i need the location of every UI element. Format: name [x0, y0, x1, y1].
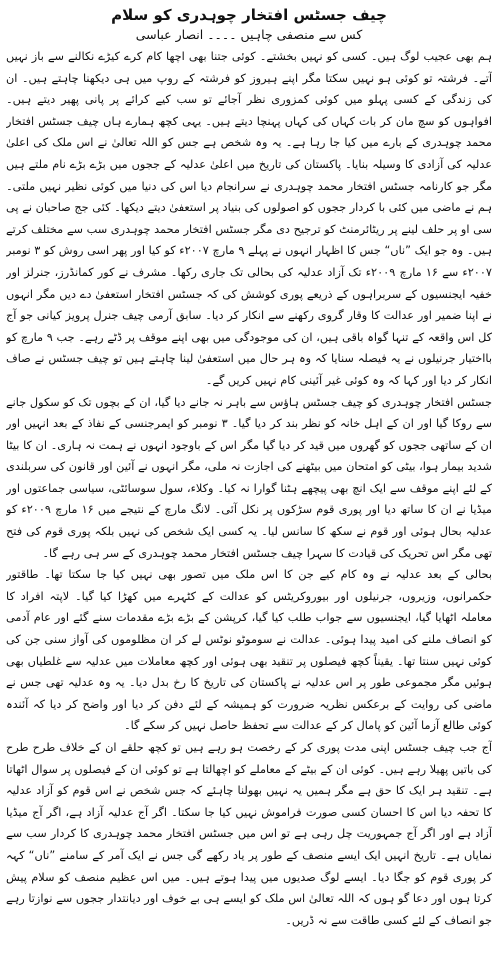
- article-paragraph: ہم بھی عجیب لوگ ہیں۔ کسی کو نہیں بخشتے۔ کوئی جتنا بھی اچھا کام کرے کیڑے نکالنے سے باز نہیں آتے۔ فرشتہ تو کوئی ہو نہیں سکتا مگر اپنے ہیروز کو فرشتہ کے روپ میں ہی دیکھنا چاہتے ہیں۔ ان کی زندگی کے کسی پہلو میں کوئی کمزوری نظر آجائے تو سب کیے کرائے پر پانی پھیر دیتے ہیں۔ افواہوں کو سچ مان کر بات کہاں کی کہاں پہنچا دیتے ہیں۔ یہی کچھ ہمارے ہاں چیف جسٹس افتخار محمد چوہدری کے بارے میں کیا جا رہا ہے۔ یہ وہ شخص ہے جس کو اللہ تعالیٰ نے اس ملک کی اعلیٰ عدلیہ کی آزادی کا وسیلہ بنایا۔ پاکستان کی تاریخ میں اعلیٰ عدلیہ کے ججوں میں بڑے بڑے نام ملتے ہیں مگر جو کارنامہ جسٹس افتخار محمد چوہدری نے سرانجام دیا اس کی دنیا میں کوئی نظیر نہیں ملتی۔ ہم نے ماضی میں کئی با کردار ججوں کو اصولوں کی بنیاد پر استعفیٰ دیتے دیکھا۔ کئی جج صاحبان نے پی سی او پر حلف لینے پر ریٹائرمنٹ کو ترجیح دی مگر جسٹس افتخار محمد چوہدری سب سے مختلف کرتے ہیں۔ وہ جو ایک ”ناں“ جس کا اظہار انہوں نے پہلے ۹ مارچ ۲۰۰۷ء کو کیا اور پھر اسی روش کو ۳ نومبر ۲۰۰۷ء سے ۱۶ مارچ ۲۰۰۹ء تک آزاد عدلیہ کی بحالی تک جاری رکھا۔ مشرف نے کور کمانڈرز، جنرلز اور خفیہ ایجنسیوں کے سربراہوں کے ذریعے پوری کوشش کی کہ جسٹس افتخار استعفیٰ دے دیں مگر انہوں نے اپنا ضمیر اور عدالت کا وقار گروی رکھنے سے انکار کر دیا۔ سابق آرمی چیف جنرل پرویز کیانی جو آج کل اس واقعہ کے تنہا گواہ باقی ہیں، ان کی موجودگی میں بھی اپنے موقف پر ڈٹے رہے۔ جب ۹ مارچ کو بااختیار جرنیلوں نے یہ فیصلہ سنایا کہ وہ ہر حال میں استعفیٰ لینا چاہتے ہیں تو چیف جسٹس نے صاف انکار کر دیا اور کہا کہ وہ کوئی غیر آئینی کام نہیں کریں گے۔: [6, 50, 492, 387]
- article-body: [6, 46, 492, 964]
- byline: کس سے منصفی چاہیں ۔۔۔۔ انصار عباسی: [135, 27, 363, 42]
- headline: چیف جسٹس افتخار چوہدری کو سلام: [111, 6, 387, 24]
- article-paragraph: جسٹس افتخار چوہدری کو چیف جسٹس ہاؤس سے باہر نہ جانے دیا گیا، ان کے بچوں تک کو سکول جانے سے روکا گیا اور ان کے اہل خانہ کو نظر بند کر دیا گیا۔ ۳ نومبر کو ایمرجنسی کے نفاذ کے بعد انہیں اور ان کے ساتھی ججوں کو گھروں میں قید کر دیا گیا مگر اس کے باوجود انہوں نے ہمت نہ ہاری۔ ان کا بیٹا شدید بیمار ہوا، بیٹی کو امتحان میں بیٹھنے کی اجازت نہ ملی، مگر انہوں نے آئین اور قانون کی سربلندی کے لئے اپنے موقف سے ایک انچ بھی پیچھے ہٹنا گوارا نہ کیا۔ وکلاء، سول سوسائٹی، سیاسی جماعتوں اور میڈیا نے ان کا ساتھ دیا اور پوری قوم سڑکوں پر نکل آئی۔ لانگ مارچ کے نتیجے میں ۱۶ مارچ ۲۰۰۹ء کو عدلیہ بحال ہوئی اور قوم نے سکھ کا سانس لیا۔ یہ کسی ایک شخص کی نہیں بلکہ پوری قوم کی فتح تھی مگر اس تحریک کی قیادت کا سہرا چیف جسٹس افتخار محمد چوہدری کے سر ہی رہے گا۔: [6, 395, 492, 560]
- article-paragraph: بحالی کے بعد عدلیہ نے وہ کام کیے جن کا اس ملک میں تصور بھی نہیں کیا جا سکتا تھا۔ طاقتور حکمرانوں، وزیروں، جرنیلوں اور بیوروکریٹس کو عدالت کے کٹہرے میں کھڑا کیا گیا۔ لاپتہ افراد کا معاملہ اٹھایا گیا، ایجنسیوں سے جواب طلب کیا گیا، کرپشن کے بڑے بڑے مقدمات سنے گئے اور عام آدمی کو انصاف ملنے کی امید پیدا ہوئی۔ عدالت نے سوموٹو نوٹس لے کر ان مظلوموں کی آواز سنی جن کی کوئی نہیں سنتا تھا۔ یقیناً کچھ فیصلوں پر تنقید بھی ہوئی اور کچھ معاملات میں عدلیہ سے غلطیاں بھی ہوئیں مگر مجموعی طور پر اس عدلیہ نے پاکستان کی تاریخ کا رخ بدل دیا۔ یہ وہ عدلیہ تھی جس نے ماضی کی روایت کے برعکس نظریہ ضرورت کو ہمیشہ کے لئے دفن کر دیا اور واضح کر دیا کہ آئندہ کوئی طالع آزما آئین کو پامال کر کے عدالت سے تحفظ حاصل نہیں کر سکے گا۔: [6, 568, 492, 733]
- article-paragraph: آج جب چیف جسٹس اپنی مدت پوری کر کے رخصت ہو رہے ہیں تو کچھ حلقے ان کے خلاف طرح طرح کی باتیں پھیلا رہے ہیں۔ کوئی ان کے بیٹے کے معاملے کو اچھالتا ہے تو کوئی ان کے فیصلوں پر سوال اٹھاتا ہے۔ تنقید ہر ایک کا حق ہے مگر ہمیں یہ نہیں بھولنا چاہئے کہ جس شخص نے اس قوم کو آزاد عدلیہ کا تحفہ دیا اس کا احسان کسی صورت فراموش نہیں کیا جا سکتا۔ اگر آج عدلیہ آزاد ہے، اگر آج میڈیا آزاد ہے اور اگر آج جمہوریت چل رہی ہے تو اس میں جسٹس افتخار محمد چوہدری کا کردار سب سے نمایاں ہے۔ تاریخ انہیں ایک ایسے منصف کے طور پر یاد رکھے گی جس نے ایک آمر کے سامنے ”ناں“ کہہ کر پوری قوم کو جگا دیا۔ ایسے لوگ صدیوں میں پیدا ہوتے ہیں۔ میں اس عظیم منصف کو سلام پیش کرتا ہوں اور دعا گو ہوں کہ اللہ تعالیٰ اس ملک کو ایسے ہی بے خوف اور دیانتدار ججوں سے نوازتا رہے جو انصاف کے لئے کسی طاقت سے نہ ڈریں۔: [6, 741, 492, 927]
